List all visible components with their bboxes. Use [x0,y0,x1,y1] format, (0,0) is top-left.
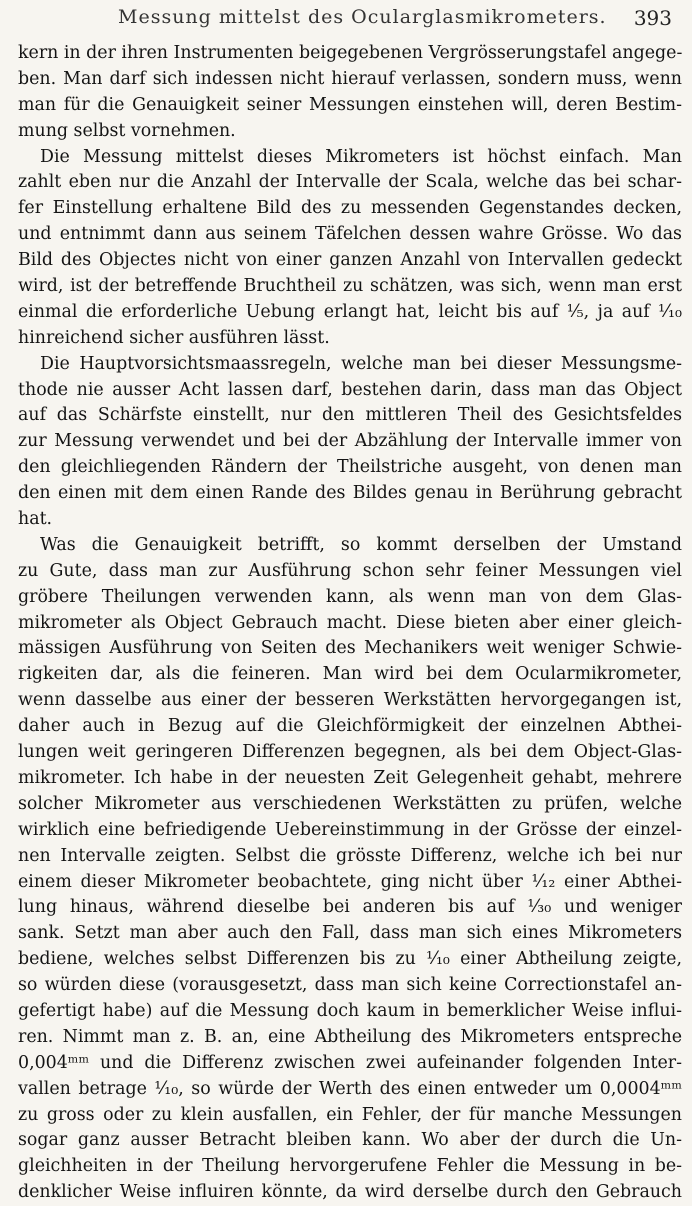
text-line: thode nie ausser Acht lassen darf, bestehen darin, dass man das Object [18,379,682,400]
text-line: 0,004ᵐᵐ und die Differenz zwischen zwei aufeinander folgenden Inter- [18,1052,682,1073]
page-number: 393 [633,6,672,30]
text-line: ren. Nimmt man z. B. an, eine Abtheilung des Mikrometers entspreche [18,1026,682,1047]
text-line: einmal die erforderliche Uebung erlangt hat, leicht bis auf ¹⁄₅, ja auf ¹⁄₁₀ [18,301,682,322]
text-line: fer Einstellung erhaltene Bild des zu messenden Gegenstandes decken, [18,198,682,219]
running-head: Messung mittelst des Ocularglasmikrometers. [118,6,607,28]
text-line: gröbere Theilungen verwenden kann, als wenn man von dem Glas- [18,586,682,607]
text-line: rigkeiten dar, als die feineren. Man wird bei dem Ocularmikrometer, [18,664,682,685]
text-line: bediene, welches selbst Differenzen bis zu ¹⁄₁₀ einer Abtheilung zeigte, [18,949,682,970]
text-line: den einen mit dem einen Rande des Bildes genau in Berührung gebracht [18,483,682,504]
text-line: hat. [18,509,53,530]
text-line: kern in der ihren Instrumenten beigegebenen Vergrösserungstafel angege- [18,43,682,63]
text-line: lung hinaus, während dieselbe bei anderen bis auf ¹⁄₃₀ und weniger [18,897,682,918]
text-line: mung selbst vornehmen. [18,120,236,141]
text-line: sogar ganz ausser Betracht bleiben kann. Wo aber der durch die Un- [18,1130,682,1151]
text-line: ben. Man darf sich indessen nicht hierauf verlassen, sondern muss, wenn [18,68,682,89]
text-line: vallen betrage ¹⁄₁₀, so würde der Werth des einen entweder um 0,0004ᵐᵐ [18,1078,682,1099]
text-line: mässigen Ausführung von Seiten des Mechanikers weit weniger Schwie- [18,638,682,659]
text-line: lungen weit geringeren Differenzen begegnen, als bei dem Object-Glas- [18,742,682,763]
text-line: auf das Schärfste einstellt, nur den mittleren Theil des Gesichtsfeldes [18,405,682,426]
text-line: nen Intervalle zeigten. Selbst die grösste Differenz, welche ich bei nur [18,845,682,866]
paragraph-2 [18,145,682,352]
text-line: zu gross oder zu klein ausfallen, ein Fehler, der für manche Messungen [18,1104,682,1125]
text-line: so würden diese (vorausgesetzt, dass man sich keine Correctionstafel an- [18,975,682,996]
paragraph-3 [18,352,682,533]
text-line: zahlt eben nur die Anzahl der Intervalle der Scala, welche das bei schar- [18,172,682,193]
text-line: gefertigt habe) auf die Messung doch kaum in bemerklicher Weise influi- [18,1000,682,1021]
text-line: Bild des Objectes nicht von einer ganzen Anzahl von Intervallen gedeckt [18,250,682,271]
text-line: sank. Setzt man aber auch den Fall, dass man sich eines Mikrometers [18,923,682,944]
paragraph-4 [18,533,682,1206]
text-line: wird, ist der betreffende Bruchtheil zu schätzen, was sich, wenn man erst [18,276,682,297]
text-line: daher auch in Bezug auf die Gleichförmigkeit der einzelnen Abthei- [18,716,682,737]
text-line: zu Gute, dass man zur Ausführung schon sehr feiner Messungen viel [18,560,682,581]
text-line: denklicher Weise influiren könnte, da wird derselbe durch den Gebrauch [18,1182,682,1203]
text-line: zur Messung verwendet und bei der Abzählung der Intervalle immer von [18,431,682,452]
text-line: wenn dasselbe aus einer der besseren Werkstätten hervorgegangen ist, [18,690,682,711]
text-line: mikrometer. Ich habe in der neuesten Zeit Gelegenheit gehabt, mehrere [18,767,682,788]
page-header [18,4,682,32]
text-line: einem dieser Mikrometer beobachtete, ging nicht über ¹⁄₁₂ einer Abthei- [18,871,682,892]
text-line: und entnimmt dann aus seinem Täfelchen dessen wahre Grösse. Wo das [18,224,682,245]
text-line: wirklich eine befriedigende Uebereinstimmung in der Grösse der einzel- [18,819,682,840]
paragraph-1 [18,41,682,145]
text-line: Was die Genauigkeit betrifft, so kommt derselben der Umstand [40,534,682,555]
text-line: Die Hauptvorsichtsmaassregeln, welche man bei dieser Messungsme- [40,353,682,374]
text-line: mikrometer als Object Gebrauch macht. Diese bieten aber einer gleich- [18,612,682,633]
body-text [18,41,682,1206]
text-line: gleichheiten in der Theilung hervorgerufene Fehler die Messung in be- [18,1156,682,1177]
text-line: man für die Genauigkeit seiner Messungen einstehen will, deren Bestim- [18,94,682,115]
text-line: Die Messung mittelst dieses Mikrometers ist höchst einfach. Man [40,146,682,167]
text-line: hinreichend sicher ausführen lässt. [18,327,330,348]
text-line: solcher Mikrometer aus verschiedenen Werkstätten zu prüfen, welche [18,793,682,814]
text-line: den gleichliegenden Rändern der Theilstriche ausgeht, von denen man [18,457,682,478]
